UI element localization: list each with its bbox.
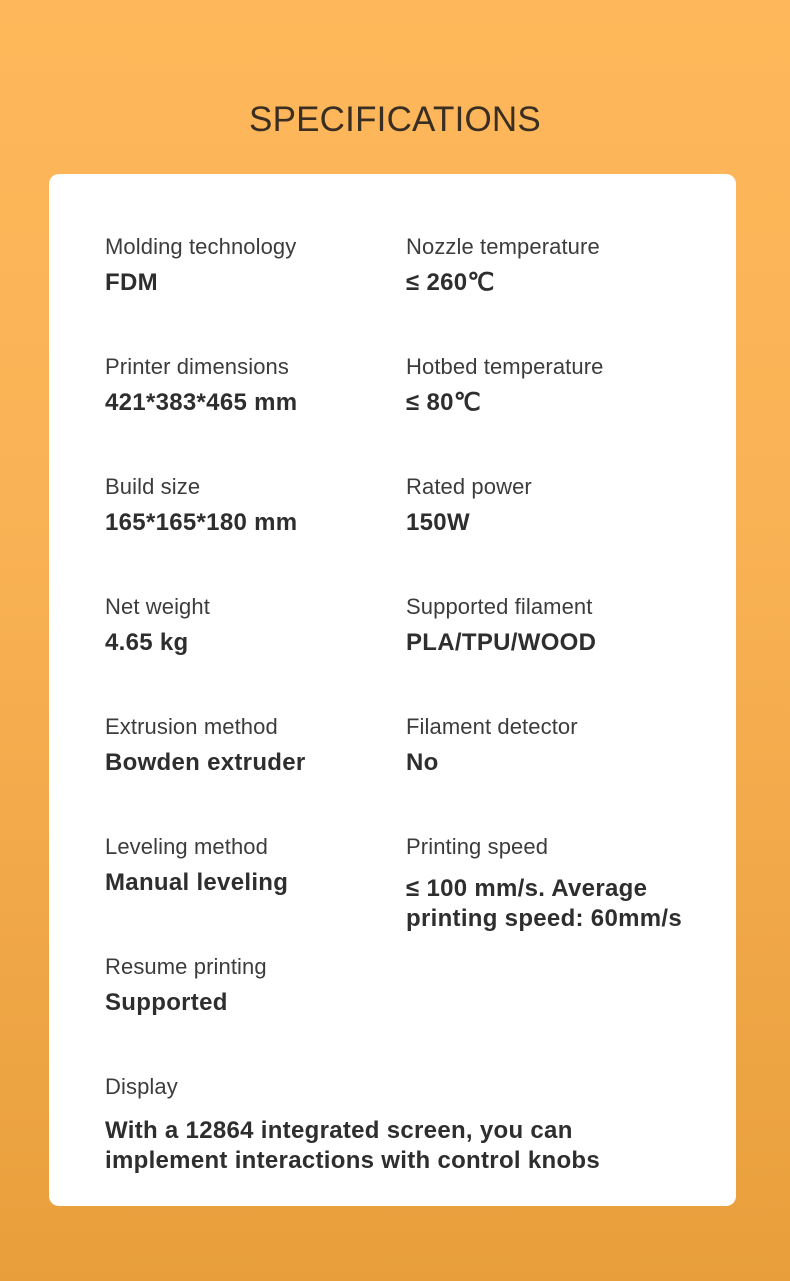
spec-value: Manual leveling: [105, 869, 289, 896]
spec-value-line: ≤ 100 mm/s. Average: [406, 875, 648, 902]
spec-extrusion-method: [105, 714, 425, 778]
spec-label: Filament detector: [406, 714, 578, 739]
spec-value: [105, 1116, 705, 1176]
page-title: SPECIFICATIONS: [249, 100, 541, 140]
spec-build-size: [105, 474, 425, 538]
spec-net-weight: [105, 594, 425, 658]
spec-value: No: [406, 749, 439, 776]
spec-value: ≤ 80℃: [406, 389, 481, 416]
spec-label: Leveling method: [105, 834, 268, 859]
spec-label: Supported filament: [406, 594, 593, 619]
spec-value: Bowden extruder: [105, 749, 306, 776]
spec-label: Rated power: [406, 474, 532, 499]
spec-value: PLA/TPU/WOOD: [406, 629, 597, 656]
spec-value: 150W: [406, 509, 470, 536]
spec-value: 4.65 kg: [105, 629, 189, 656]
spec-value-line: implement interactions with control knobs: [105, 1147, 601, 1174]
spec-label: Net weight: [105, 594, 210, 619]
spec-label: Hotbed temperature: [406, 354, 604, 379]
spec-label: Nozzle temperature: [406, 234, 600, 259]
spec-label: Extrusion method: [105, 714, 278, 739]
spec-resume-printing: [105, 954, 425, 1018]
spec-label: Resume printing: [105, 954, 267, 979]
spec-rated-power: [406, 474, 726, 538]
spec-value: 421*383*465 mm: [105, 389, 298, 416]
spec-filament-detector: [406, 714, 726, 778]
spec-value: Supported: [105, 989, 228, 1016]
spec-value-line: printing speed: 60mm/s: [406, 905, 682, 932]
spec-label: Molding technology: [105, 234, 297, 259]
spec-value: 165*165*180 mm: [105, 509, 298, 536]
spec-display: [105, 1074, 705, 1176]
spec-value: [406, 874, 726, 934]
spec-printer-dimensions: [105, 354, 425, 418]
spec-label: Display: [105, 1074, 178, 1099]
spec-value: FDM: [105, 269, 158, 296]
spec-hotbed-temperature: [406, 354, 726, 418]
spec-printing-speed: [406, 834, 726, 934]
spec-leveling-method: [105, 834, 425, 898]
specifications-card: [49, 174, 736, 1206]
spec-label: Build size: [105, 474, 201, 499]
spec-supported-filament: [406, 594, 726, 658]
spec-value-line: With a 12864 integrated screen, you can: [105, 1117, 573, 1144]
spec-value: ≤ 260℃: [406, 269, 495, 296]
spec-label: Printer dimensions: [105, 354, 289, 379]
spec-label: Printing speed: [406, 834, 549, 859]
spec-nozzle-temperature: [406, 234, 726, 298]
spec-molding-technology: [105, 234, 425, 298]
